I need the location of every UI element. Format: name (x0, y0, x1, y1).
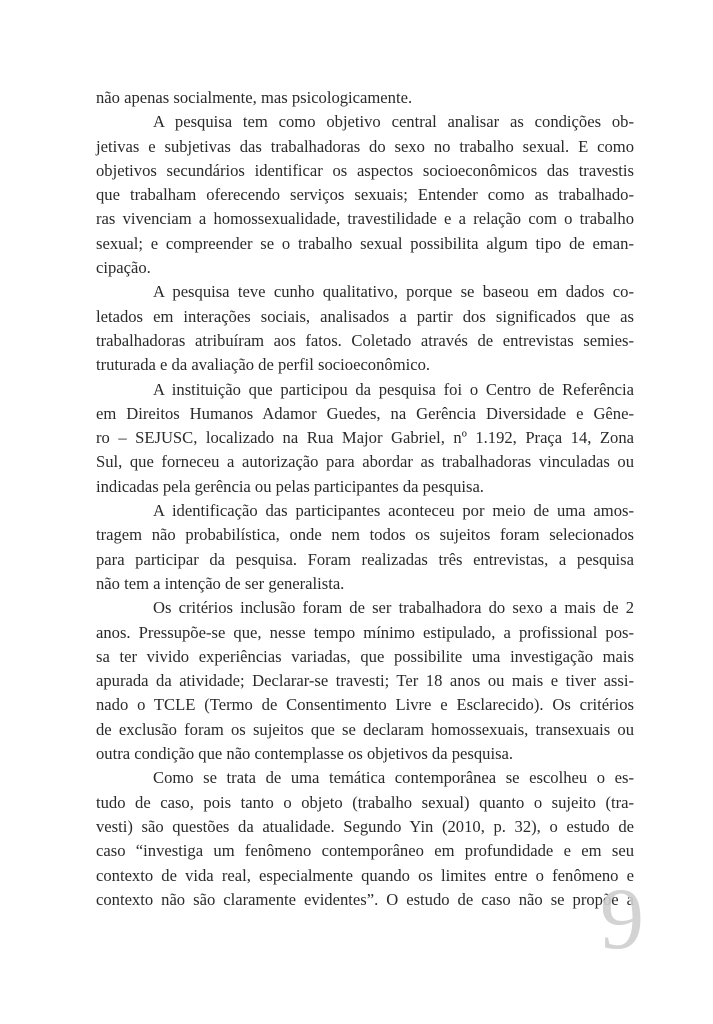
text-line: sexual; e compreender se o trabalho sexual possibilita algum tipo de eman- (96, 233, 634, 253)
text-line: contexto de vida real, especialmente quando os limites entre o fenômeno e (96, 865, 634, 885)
text-line: Como se trata de uma temática contemporânea se escolheu o es- (153, 768, 634, 788)
text-line: sa ter vivido experiências variadas, que possibilite uma investigação mais (96, 646, 634, 666)
text-line: letados em interações sociais, analisados a partir dos significados que as (96, 306, 634, 326)
text-line: tragem não probabilística, onde nem todos os sujeitos foram selecionados (96, 525, 634, 545)
text-line: que trabalham oferecendo serviços sexuais; Entender como as trabalhado- (96, 185, 634, 205)
text-line: anos. Pressupõe-se que, nesse tempo mínimo estipulado, a profissional pos- (96, 622, 634, 642)
page-number: 9 (600, 871, 644, 968)
text-line: jetivas e subjetivas das trabalhadoras do sexo no trabalho sexual. E como (96, 136, 634, 156)
text-line: tudo de caso, pois tanto o objeto (trabalho sexual) quanto o sujeito (tra- (96, 792, 634, 812)
text-line: nado o TCLE (Termo de Consentimento Livre e Esclarecido). Os critérios (96, 695, 634, 715)
text-line: em Direitos Humanos Adamor Guedes, na Gerência Diversidade e Gêne- (96, 403, 634, 423)
text-line: de exclusão foram os sujeitos que se declaram homossexuais, transexuais ou (96, 719, 634, 739)
text-line: contexto não são claramente evidentes”. O estudo de caso não se propõe a (96, 889, 634, 909)
body-text (96, 86, 634, 912)
text-line: A instituição que participou da pesquisa foi o Centro de Referência (153, 379, 634, 399)
text-line: A identificação das participantes aconteceu por meio de uma amos- (153, 501, 634, 521)
text-line: truturada e da avaliação de perfil socioeconômico. (96, 355, 431, 375)
text-line: vesti) são questões da atualidade. Segundo Yin (2010, p. 32), o estudo de (96, 816, 634, 836)
text-line: objetivos secundários identificar os aspectos socioeconômicos das travestis (96, 160, 634, 180)
text-line: para participar da pesquisa. Foram realizadas três entrevistas, a pesquisa (96, 549, 634, 569)
text-line: caso “investiga um fenômeno contemporâneo em profundidade e em seu (96, 841, 634, 861)
text-line: indicadas pela gerência ou pelas participantes da pesquisa. (96, 476, 484, 496)
text-line: trabalhadoras atribuíram aos fatos. Coletado através de entrevistas semies- (96, 330, 634, 350)
text-line: A pesquisa teve cunho qualitativo, porque se baseou em dados co- (153, 282, 634, 302)
text-line: Sul, que forneceu a autorização para abordar as trabalhadoras vinculadas ou (96, 452, 634, 472)
text-line: não apenas socialmente, mas psicologicamente. (96, 88, 413, 107)
text-line: A pesquisa tem como objetivo central analisar as condições ob- (153, 112, 634, 132)
text-line: outra condição que não contemplasse os objetivos da pesquisa. (96, 744, 514, 764)
text-line: apurada da atividade; Declarar-se travesti; Ter 18 anos ou mais e tiver assi- (96, 671, 634, 691)
text-line: Os critérios inclusão foram de ser trabalhadora do sexo a mais de 2 (153, 598, 634, 618)
text-line: não tem a intenção de ser generalista. (96, 573, 345, 593)
text-line: cipação. (96, 258, 151, 278)
text-line: ras vivenciam a homossexualidade, travestilidade e a relação com o trabalho (96, 209, 634, 229)
text-line: ro – SEJUSC, localizado na Rua Major Gabriel, nº 1.192, Praça 14, Zona (96, 428, 634, 448)
